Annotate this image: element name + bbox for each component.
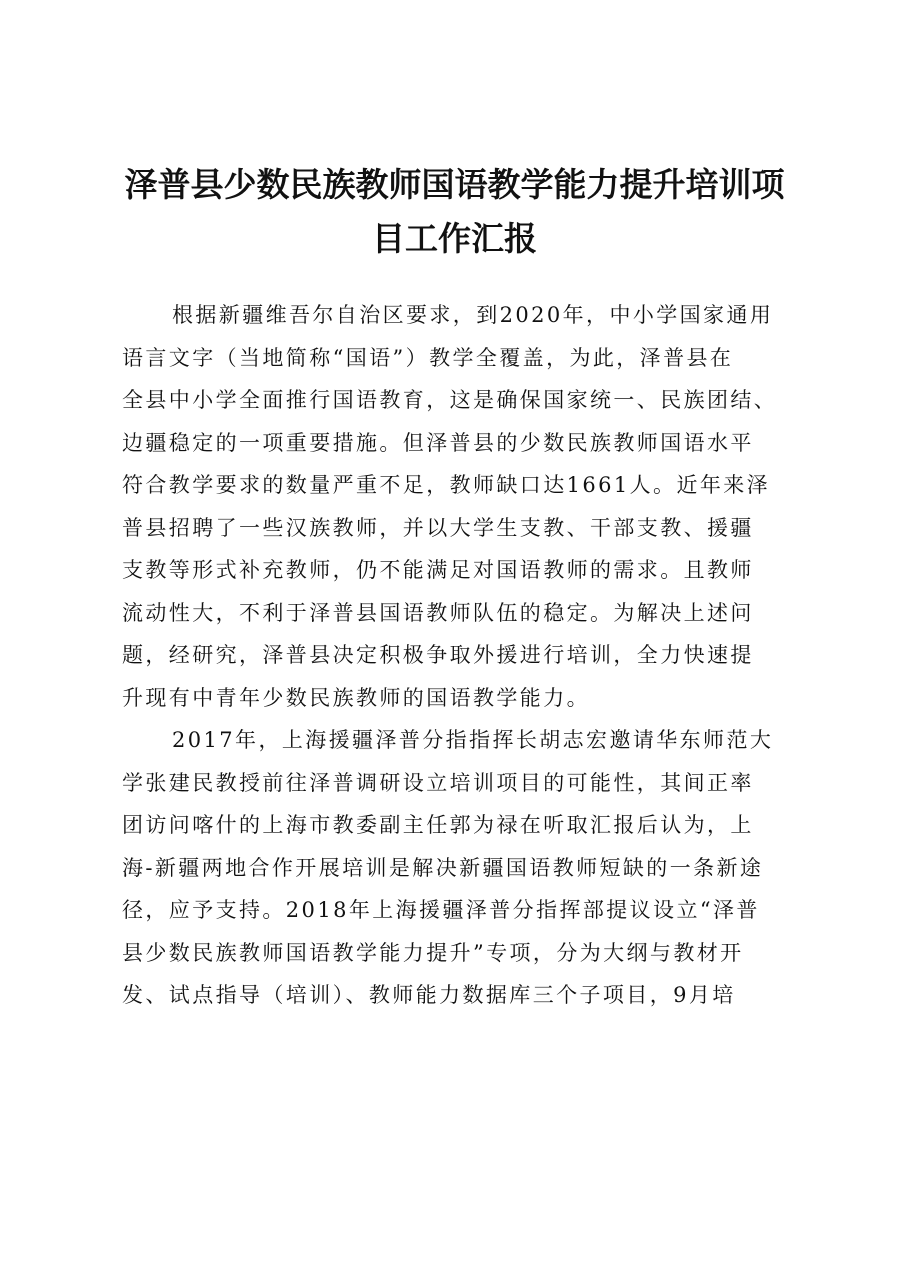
title-line: 泽普县少数民族教师国语教学能力提升培训项	[124, 165, 785, 204]
document-title	[100, 158, 809, 266]
paragraph-line: 县少数民族教师国语教学能力提升”专项，分为大纲与教材开	[122, 940, 744, 965]
paragraph-line: 边疆稳定的一项重要措施。但泽普县的少数民族教师国语水平	[122, 430, 754, 455]
paragraph-line: 海-新疆两地合作开展培训是解决新疆国语教师短缺的一条新途	[122, 855, 764, 880]
paragraph-line: 全县中小学全面推行国语教育，这是确保国家统一、民族团结、	[122, 388, 778, 412]
paragraph-line: 题，经研究，泽普县决定积极争取外援进行培训，全力快速提	[122, 643, 754, 667]
paragraph-line: 学张建民教授前往泽普调研设立培训项目的可能性，其间正率	[122, 770, 754, 795]
title-line: 目工作汇报	[372, 219, 537, 258]
paragraph-line: 升现有中青年少数民族教师的国语教学能力。	[122, 685, 590, 710]
paragraph-line: 普县招聘了一些汉族教师，并以大学生支教、干部支教、援疆	[122, 515, 754, 540]
paragraph-line: 2017年，上海援疆泽普分指指挥长胡志宏邀请华东师范大	[172, 728, 774, 752]
paragraph-line: 流动性大，不利于泽普县国语教师队伍的稳定。为解决上述问	[122, 600, 754, 625]
paragraph-line: 语言文字（当地简称“国语”）教学全覆盖，为此，泽普县在	[122, 345, 734, 370]
paragraph-line: 支教等形式补充教师，仍不能满足对国语教师的需求。且教师	[122, 558, 754, 582]
paragraph-line: 符合教学要求的数量严重不足，教师缺口达1661人。近年来泽	[122, 473, 771, 497]
paragraph-line: 团访问喀什的上海市教委副主任郭为禄在听取汇报后认为，上	[122, 813, 754, 837]
paragraph-line: 发、试点指导（培训）、教师能力数据库三个子项目，9月培	[122, 983, 736, 1007]
paragraph-line: 根据新疆维吾尔自治区要求，到2020年，中小学国家通用	[172, 303, 774, 327]
document-body	[122, 294, 812, 1017]
paragraph-line: 径，应予支持。2018年上海援疆泽普分指挥部提议设立“泽普	[122, 898, 760, 922]
